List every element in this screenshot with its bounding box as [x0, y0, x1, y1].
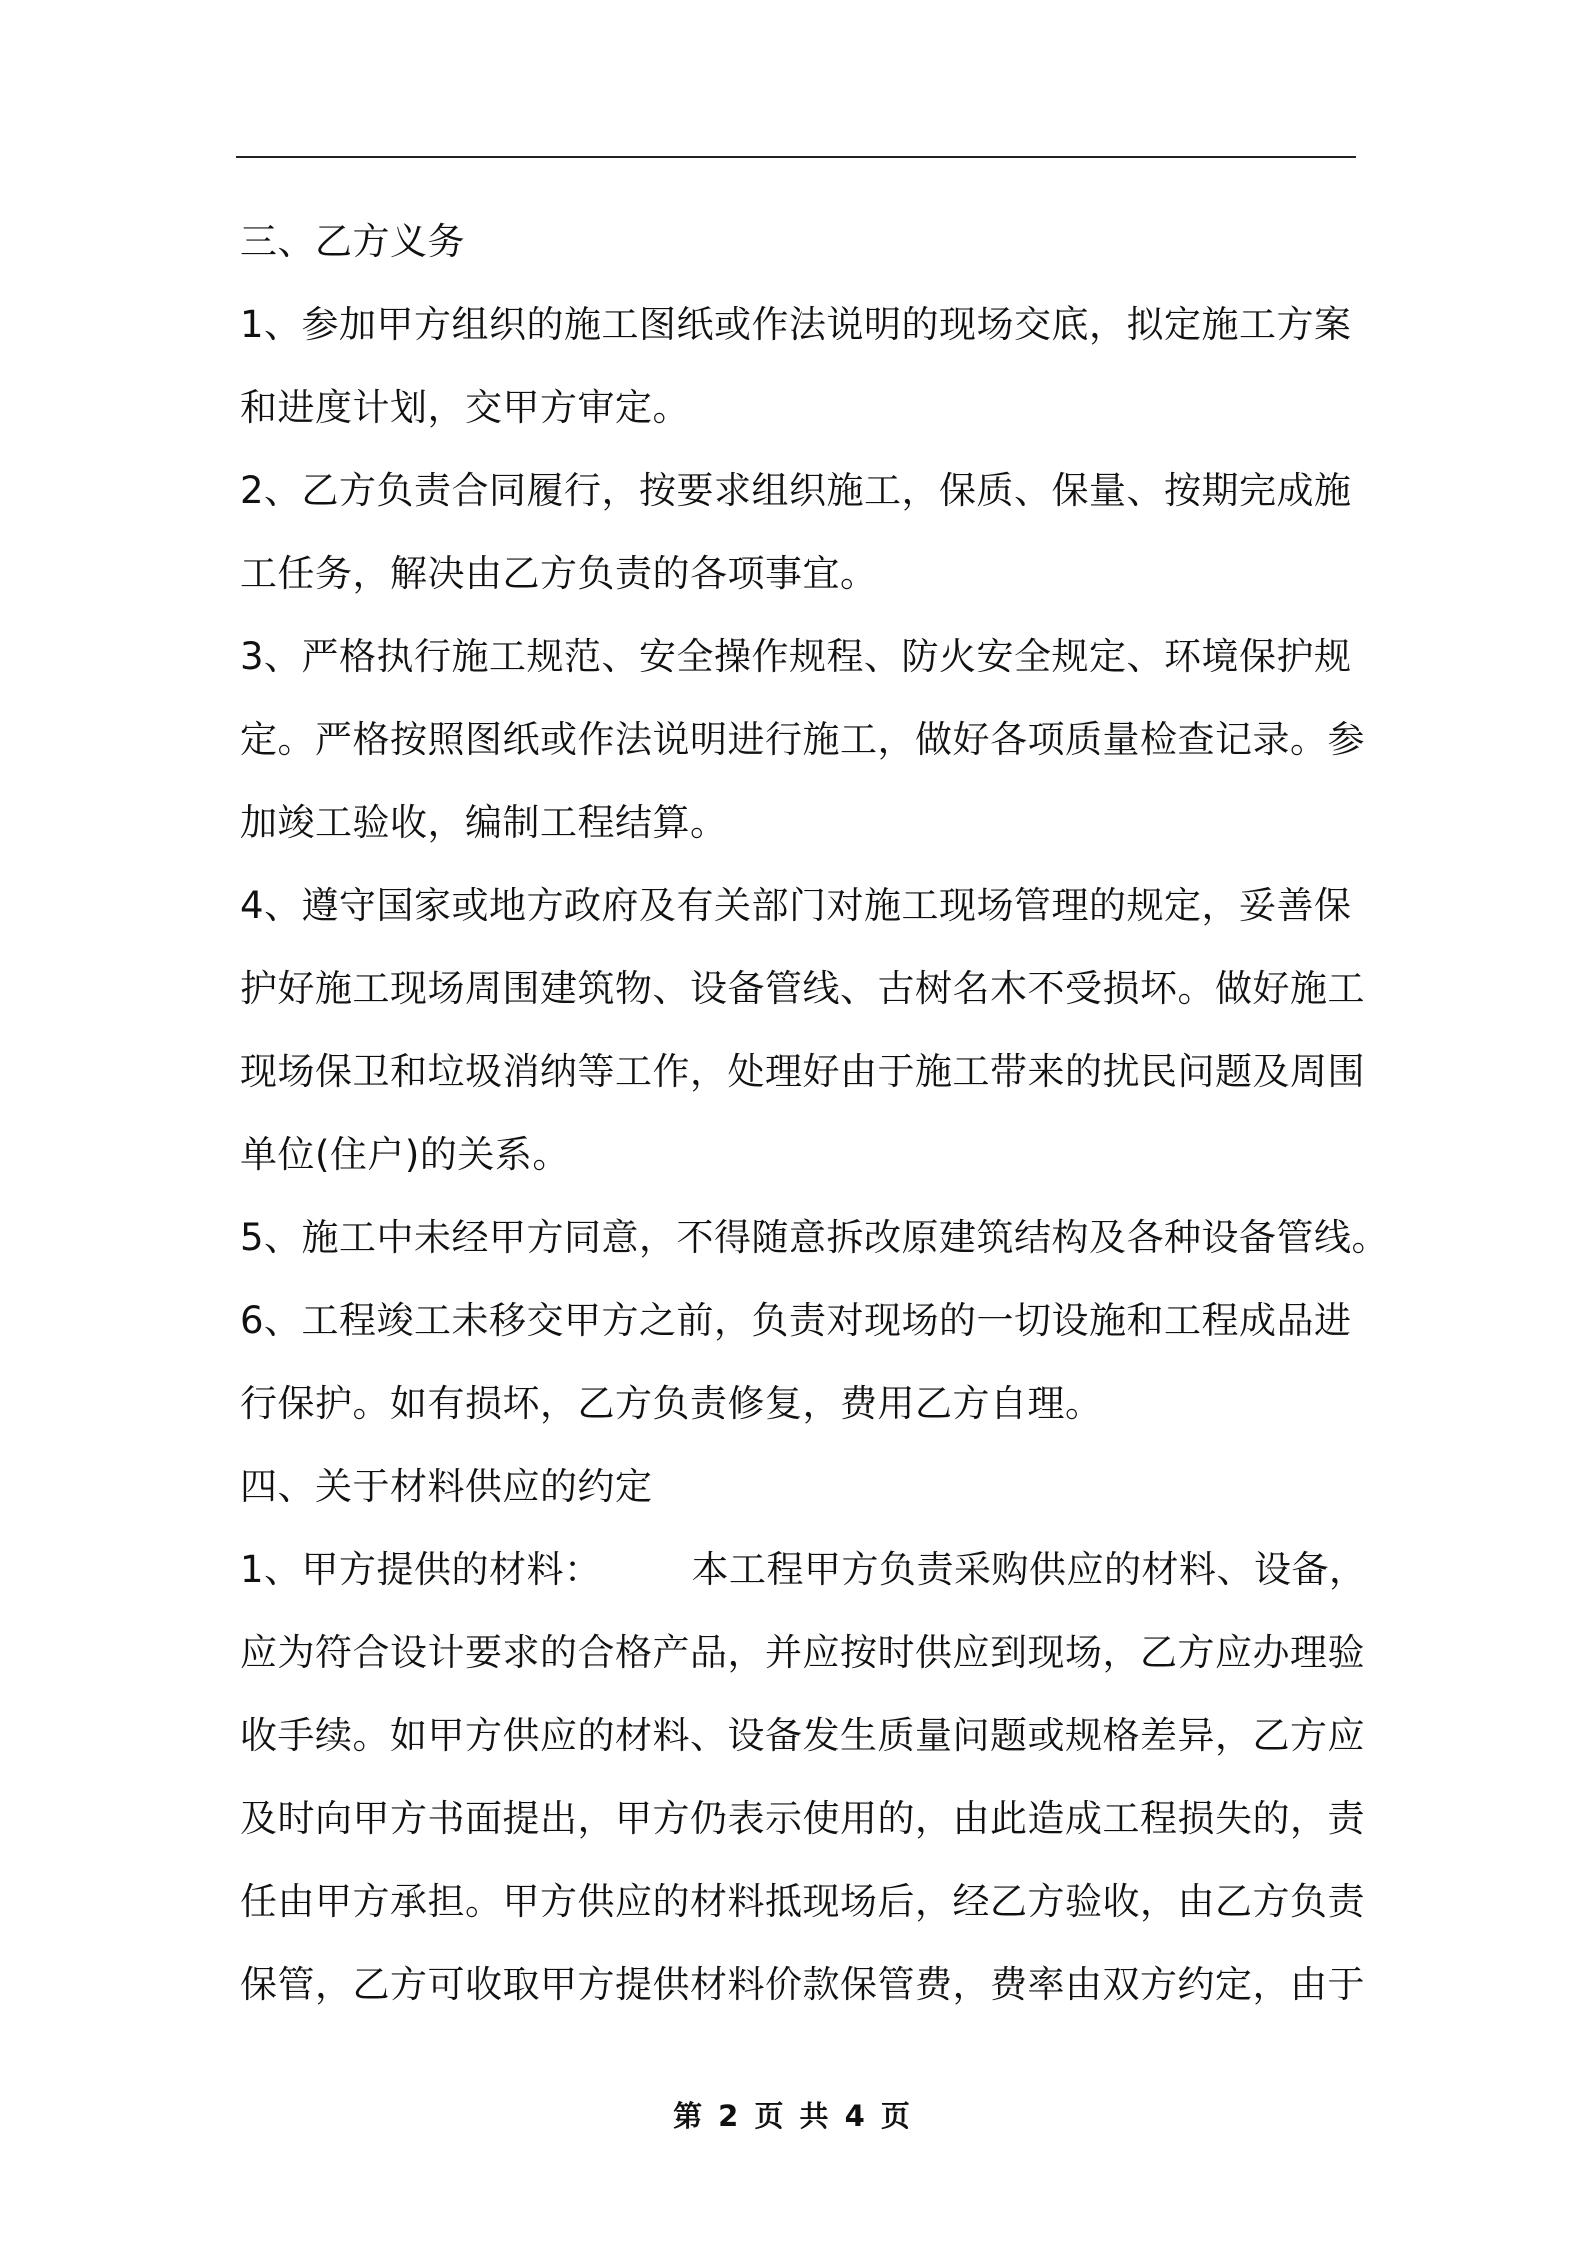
text-line: 及时向甲方书面提出，甲方仍表示使用的，由此造成工程损失的，责 [240, 1797, 1365, 1840]
text-line: 加竣工验收，编制工程结算。 [240, 801, 728, 844]
section-heading-3: 三、乙方义务 [240, 220, 465, 263]
document-body [240, 200, 1390, 2026]
text-line: 定。严格按照图纸或作法说明进行施工，做好各项质量检查记录。参 [240, 718, 1365, 761]
text-line: 现场保卫和垃圾消纳等工作，处理好由于施工带来的扰民问题及周围 [240, 1050, 1365, 1093]
text-line: 2、乙方负责合同履行，按要求组织施工，保质、保量、按期完成施 [240, 469, 1352, 512]
text-line: 6、工程竣工未移交甲方之前，负责对现场的一切设施和工程成品进 [240, 1299, 1352, 1342]
text-line-label: 1、甲方提供的材料： [240, 1548, 602, 1591]
text-line: 任由甲方承担。甲方供应的材料抵现场后，经乙方验收，由乙方负责 [240, 1880, 1365, 1923]
header-rule [236, 156, 1356, 158]
text-line: 工任务，解决由乙方负责的各项事宜。 [240, 552, 878, 595]
page-number: 第 2 页 共 4 页 [673, 2099, 913, 2133]
text-line: 护好施工现场周围建筑物、设备管线、古树名木不受损坏。做好施工 [240, 967, 1365, 1010]
section-heading-4: 四、关于材料供应的约定 [240, 1465, 653, 1508]
text-line: 行保护。如有损坏，乙方负责修复，费用乙方自理。 [240, 1382, 1103, 1425]
text-line-rest: 本工程甲方负责采购供应的材料、设备， [691, 1548, 1367, 1591]
text-line: 1、参加甲方组织的施工图纸或作法说明的现场交底，拟定施工方案 [240, 303, 1352, 346]
text-line: 3、严格执行施工规范、安全操作规程、防火安全规定、环境保护规 [240, 635, 1352, 678]
text-line: 收手续。如甲方供应的材料、设备发生质量问题或规格差异，乙方应 [240, 1714, 1365, 1757]
text-line: 5、施工中未经甲方同意，不得随意拆改原建筑结构及各种设备管线。 [240, 1216, 1390, 1259]
text-line-split [240, 1528, 1367, 1611]
text-line: 保管，乙方可收取甲方提供材料价款保管费，费率由双方约定，由于 [240, 1963, 1365, 2006]
text-line: 单位(住户)的关系。 [240, 1133, 570, 1176]
text-line: 4、遵守国家或地方政府及有关部门对施工现场管理的规定，妥善保 [240, 884, 1352, 927]
text-line: 应为符合设计要求的合格产品，并应按时供应到现场，乙方应办理验 [240, 1631, 1365, 1674]
text-line: 和进度计划，交甲方审定。 [240, 386, 690, 429]
